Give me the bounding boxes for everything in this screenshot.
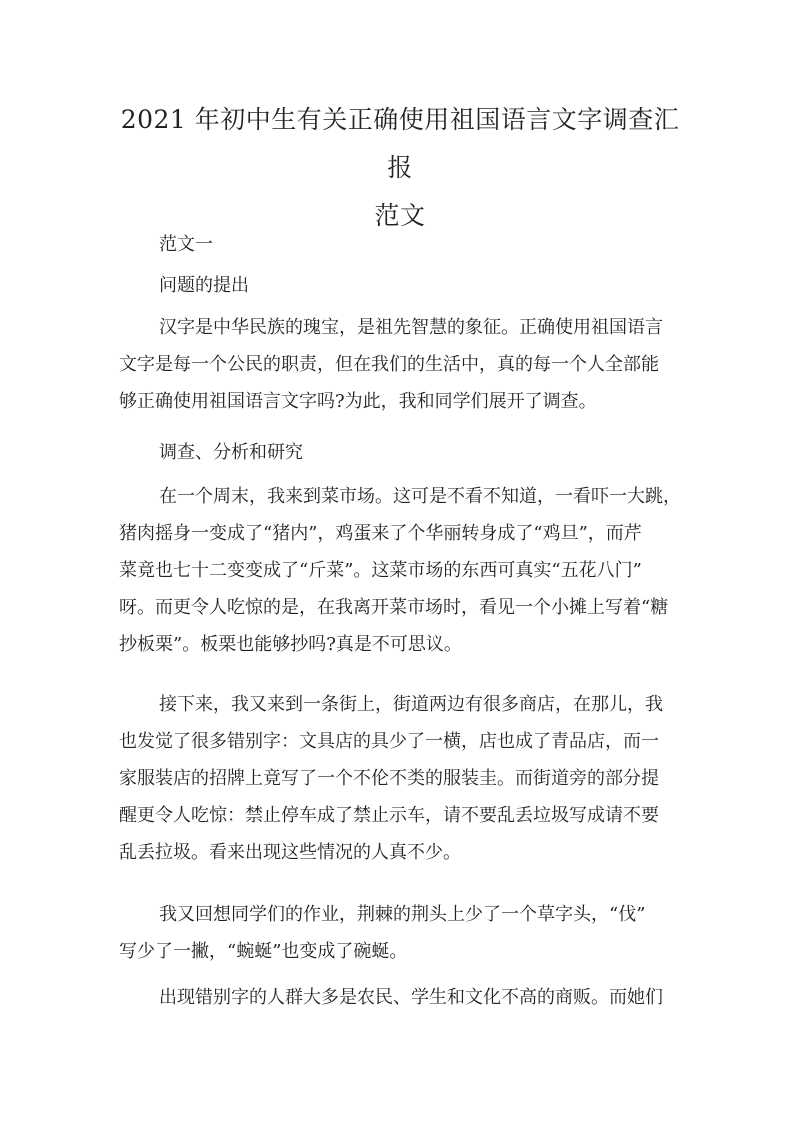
text-line: 醒更令人吃惊：禁止停车成了禁止示车，请不要乱丢垃圾写成请不要 <box>119 805 659 826</box>
text-line: 在一个周末，我来到菜市场。这可是不看不知道，一看吓一大跳， <box>159 486 681 507</box>
text-line: 范文一 <box>159 234 213 255</box>
text-line: 写少了一撇，“蜿蜒”也变成了碗蜒。 <box>119 941 408 962</box>
text-line: 菜竟也七十二变变成了“斤菜”。这菜市场的东西可真实“五花八门” <box>119 560 642 581</box>
paragraph <box>119 478 684 663</box>
section-label <box>119 226 684 263</box>
text-line: 我又回想同学们的作业，荆棘的荆头上少了一个草字头，“伐” <box>159 904 646 925</box>
text-line: 调查、分析和研究 <box>159 442 303 463</box>
page-title <box>110 96 690 240</box>
section-heading <box>119 434 684 471</box>
paragraph <box>119 896 684 970</box>
text-line: 问题的提出 <box>159 275 249 296</box>
text-line: 接下来，我又来到一条街上，街道两边有很多商店，在那儿，我 <box>159 694 663 715</box>
text-line: 家服装店的招牌上竟写了一个不伦不类的服装圭。而街道旁的部分提 <box>119 768 659 789</box>
paragraph <box>119 309 684 420</box>
text-line: 汉字是中华民族的瑰宝，是祖先智慧的象征。正确使用祖国语言 <box>159 317 663 338</box>
paragraph <box>119 686 684 871</box>
section-heading <box>119 267 684 304</box>
text-line: 够正确使用祖国语言文字吗?为此，我和同学们展开了调查。 <box>119 391 597 412</box>
text-line: 文字是每一个公民的职责，但在我们的生活中，真的每一个人全部能 <box>119 354 659 375</box>
title-line-2: 范文 <box>374 201 426 230</box>
text-line: 也发觉了很多错别字：文具店的具少了一横，店也成了青品店，而一 <box>119 731 659 752</box>
title-line-1: 2021 年初中生有关正确使用祖国语言文字调查汇报 <box>120 105 680 182</box>
text-line: 乱丢拉圾。看来出现这些情况的人真不少。 <box>119 842 461 863</box>
text-line: 抄板栗”。板栗也能够抄吗?真是不可思议。 <box>119 634 462 655</box>
text-line: 出现错别字的人群大多是农民、学生和文化不高的商贩。而她们 <box>159 987 663 1008</box>
text-line: 呀。而更令人吃惊的是，在我离开菜市场时，看见一个小摊上写着“糖 <box>119 597 669 618</box>
paragraph <box>119 979 684 1016</box>
text-line: 猪肉摇身一变成了“猪内”，鸡蛋来了个华丽转身成了“鸡旦”，而芹 <box>119 523 642 544</box>
